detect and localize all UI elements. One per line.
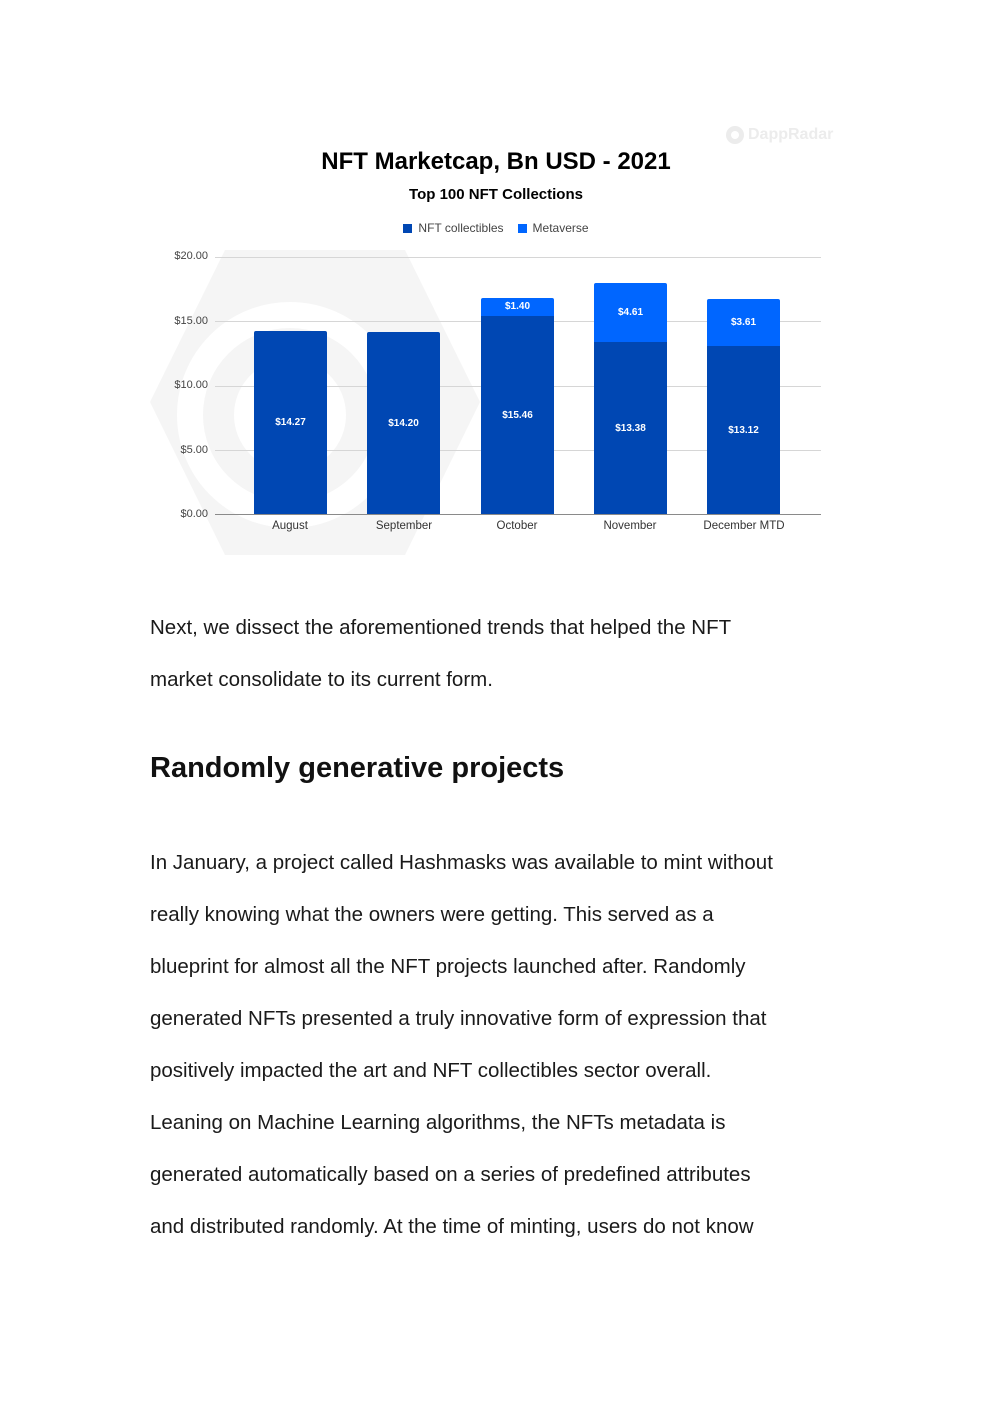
- bar-segment-nft-collectibles: $15.46: [481, 316, 554, 515]
- body-paragraph: [150, 837, 850, 1253]
- bar-segment-nft-collectibles: $14.20: [367, 332, 440, 515]
- chart-subtitle: Top 100 NFT Collections: [409, 186, 583, 203]
- dappradar-logo-icon: [726, 126, 744, 144]
- text-line: really knowing what the owners were getting. This served as a: [150, 903, 714, 926]
- legend-label: Metaverse: [532, 221, 589, 235]
- y-tick-label: $15.00: [174, 315, 208, 327]
- text-line: Next, we dissect the aforementioned trends that helped the NFT: [150, 616, 732, 639]
- text-line: In January, a project called Hashmasks was available to mint without: [150, 851, 773, 874]
- x-tick-label: December MTD: [703, 520, 785, 532]
- bar-segment-nft-collectibles: $13.38: [594, 342, 667, 515]
- chart-title: NFT Marketcap, Bn USD - 2021: [321, 148, 671, 175]
- bar-september: [367, 332, 440, 515]
- bar-october: [481, 298, 554, 515]
- text-line: blueprint for almost all the NFT projects launched after. Randomly: [150, 955, 746, 978]
- text-line: Leaning on Machine Learning algorithms, the NFTs metadata is: [150, 1111, 726, 1134]
- bar-segment-nft-collectibles: $13.12: [707, 346, 780, 515]
- text-line: and distributed randomly. At the time of minting, users do not know: [150, 1215, 754, 1238]
- text-line: generated NFTs presented a truly innovative form of expression that: [150, 1007, 767, 1030]
- text-line: market consolidate to its current form.: [150, 668, 493, 691]
- chart-legend: [0, 221, 992, 235]
- section-heading: Randomly generative projects: [150, 752, 565, 784]
- bar-segment-metaverse: $3.61: [707, 299, 780, 346]
- bar-august: [254, 331, 327, 515]
- bar-segment-metaverse: $1.40: [481, 298, 554, 316]
- dappradar-logo-text: DappRadar: [748, 126, 834, 143]
- x-axis-line: [215, 514, 821, 515]
- bar-segment-metaverse: $4.61: [594, 283, 667, 342]
- y-tick-label: $0.00: [180, 508, 208, 520]
- x-tick-label: August: [272, 520, 308, 532]
- intro-paragraph: [150, 602, 850, 706]
- legend-item-nft-collectibles: [403, 221, 503, 235]
- y-tick-label: $10.00: [174, 379, 208, 391]
- legend-swatch: [518, 224, 527, 233]
- x-tick-label: October: [496, 520, 538, 532]
- x-tick-label: November: [603, 520, 657, 532]
- bar-december-mtd: [707, 299, 780, 515]
- gridline: [215, 257, 821, 258]
- legend-label: NFT collectibles: [418, 221, 504, 235]
- text-line: generated automatically based on a series of predefined attributes: [150, 1163, 751, 1186]
- x-tick-label: September: [375, 520, 433, 532]
- text-line: positively impacted the art and NFT collectibles sector overall.: [150, 1059, 712, 1082]
- bar-segment-nft-collectibles: $14.27: [254, 331, 327, 515]
- legend-item-metaverse: [518, 221, 589, 235]
- bar-november: [594, 283, 667, 515]
- y-tick-label: $5.00: [180, 444, 208, 456]
- dappradar-logo: [726, 126, 833, 144]
- legend-swatch: [403, 224, 412, 233]
- y-tick-label: $20.00: [174, 250, 208, 262]
